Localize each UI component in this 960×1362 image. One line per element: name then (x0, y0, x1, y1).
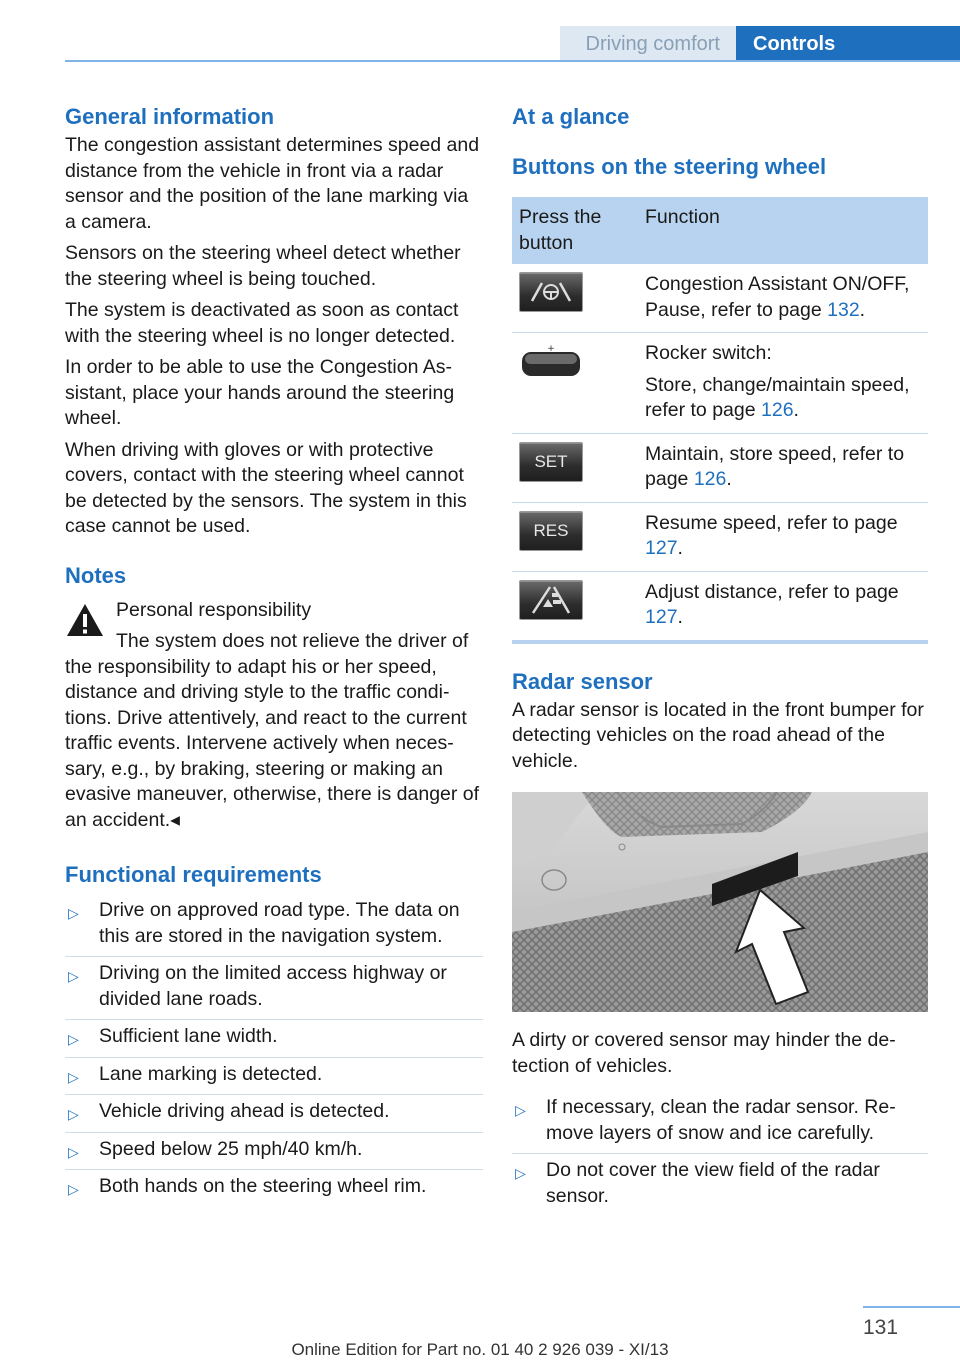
row-function-text: Adjust distance, refer to page (645, 580, 899, 603)
radar-sensor-heading: Radar sensor (512, 668, 653, 694)
table-row: Congestion Assistant ON/OFF, Pause, refer to page 132. (512, 264, 928, 333)
radar-note: A dirty or covered sensor may hinder the detection of vehicles. (512, 1029, 896, 1077)
table-row: Adjust distance, refer to page 127. (512, 571, 928, 642)
page-number: 131 (863, 1316, 899, 1339)
general-paragraph: When driving with gloves or with protective covers, contact with the steering wheel cannot be detected by the sensors. The system in this case cannot be used. (65, 438, 467, 537)
header-rule (65, 60, 960, 62)
at-a-glance-heading: At a glance (512, 104, 630, 129)
list-item: ▷ Driving on the limited access highway or divided lane roads. (65, 957, 483, 1020)
warning-note (65, 598, 483, 834)
footer-rule (863, 1306, 960, 1308)
general-paragraph: The congestion assistant determines speed and distance from the vehicle in front via a radar sensor and the position of the lane marking via a camera. (65, 134, 480, 233)
radar-care-list (512, 1091, 928, 1216)
list-item: ▷ Drive on approved road type. The data on this are stored in the navigation system. (65, 894, 483, 957)
page-reference-link[interactable]: 132 (827, 298, 860, 321)
triangle-bullet-icon: ▷ (68, 1143, 79, 1160)
buttons-table (512, 197, 928, 644)
table-row: SET Maintain, store speed, refer to page 126. (512, 433, 928, 502)
row-function-text: Congestion Assistant ON/OFF, Pause, refer to page (645, 273, 910, 321)
page-reference-link[interactable]: 127 (645, 606, 678, 628)
general-info-heading: General information (65, 104, 275, 129)
warning-triangle-icon (65, 602, 105, 638)
row-function-text: Rocker switch: (645, 342, 772, 364)
res-key: RES (519, 511, 583, 551)
list-item: ▷ Sufficient lane width. (65, 1020, 483, 1058)
distance-icon (519, 580, 583, 620)
column-header-function: Function (638, 197, 928, 264)
list-item: ▷ Do not cover the view field of the radar sensor. (515, 1159, 880, 1207)
table-row: + Rocker switch: Store, change/maintain speed, refer to page 126. (512, 333, 928, 434)
triangle-bullet-icon: ▷ (515, 1102, 526, 1118)
triangle-bullet-icon: ▷ (68, 968, 79, 984)
row-function-text: Maintain, store speed, refer to page (645, 442, 905, 490)
triangle-bullet-icon: ▷ (515, 1165, 526, 1181)
list-item: ▷ Vehicle driving ahead is detected. (65, 1095, 483, 1133)
list-item: ▷ Speed below 25 mph/40 km/h. (65, 1133, 483, 1171)
column-header-button: Press the button (512, 197, 638, 264)
requirements-heading: Functional requirements (65, 862, 322, 887)
set-key: SET (519, 442, 583, 482)
table-row: RES Resume speed, refer to page 127. (512, 502, 928, 571)
requirements-list (65, 894, 483, 1207)
general-paragraph: The system is deactivated as soon as contact with the steering wheel is no longer detected. (65, 299, 459, 347)
triangle-bullet-icon: ▷ (68, 1068, 79, 1085)
notes-heading: Notes (65, 562, 127, 588)
triangle-bullet-icon: ▷ (68, 1181, 79, 1197)
table-header-row (512, 197, 928, 264)
running-header-chapter: Controls (736, 26, 960, 62)
general-paragraph: Sensors on the steering wheel detect whether the steering wheel is being touched. (65, 242, 461, 290)
list-item: ▷ Lane marking is detected. (65, 1058, 483, 1096)
right-column (512, 103, 928, 1216)
warning-body: The system does not relieve the driver of the responsibility to adapt his or her speed, distance and driving style to the traffic conditions. Drive attentively, and react to the current traffic events. Intervene actively when necessary, e.g., by braking, steering or making an evasive maneuver, otherwise, there is danger of an accident.◂ (65, 630, 480, 831)
radar-sensor-photo (512, 792, 928, 1012)
warning-title: Personal responsibility (116, 598, 312, 621)
radar-intro: A radar sensor is located in the front bumper for detecting vehicles on the road ahead of the vehicle. (512, 698, 924, 772)
row-function-text: Resume speed, refer to page (645, 511, 898, 534)
edition-note: Online Edition for Part no. 01 40 2 926 039 - XI/13 (291, 1340, 669, 1359)
running-header-section: Driving comfort (560, 26, 736, 62)
triangle-bullet-icon: ▷ (68, 905, 79, 921)
rocker-switch-icon (519, 345, 583, 379)
buttons-heading: Buttons on the steering wheel (512, 154, 827, 179)
page-reference-link[interactable]: 127 (645, 537, 678, 559)
page-reference-link[interactable]: 126 (693, 468, 727, 490)
list-item: ▷ Both hands on the steering wheel rim. (68, 1175, 427, 1197)
triangle-bullet-icon: ▷ (68, 1031, 79, 1047)
svg-text:+: + (547, 345, 555, 354)
page-reference-link[interactable]: 126 (761, 399, 794, 421)
left-column (65, 103, 483, 1207)
triangle-bullet-icon: ▷ (68, 1106, 79, 1122)
list-item: ▷ If necessary, clean the radar sensor. Remove layers of snow and ice carefully. (512, 1091, 928, 1154)
steering-wheel-assist-icon (519, 272, 583, 312)
general-paragraph: In order to be able to use the Congestion Assistant, place your hands around the steering wheel. (65, 356, 455, 429)
